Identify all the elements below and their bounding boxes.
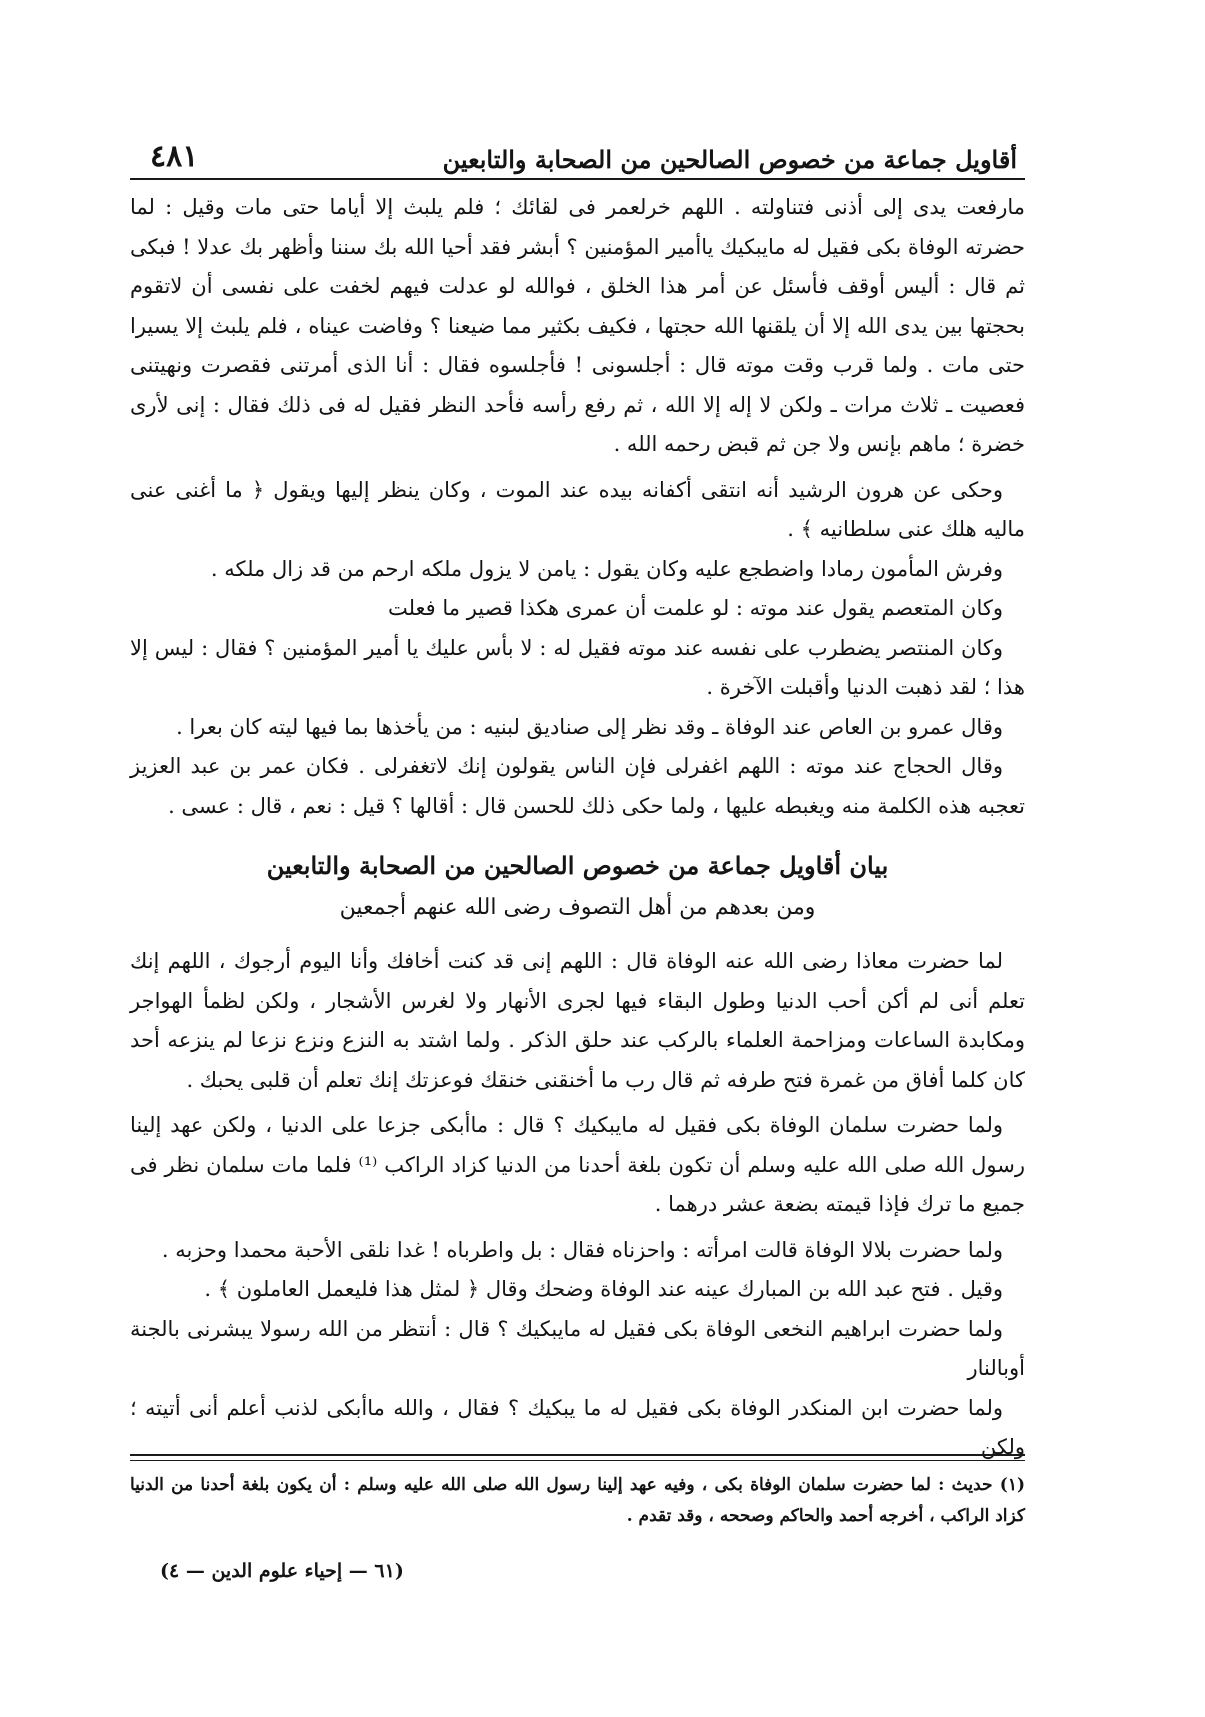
- page-header: [130, 130, 1025, 174]
- footnote: (١) حديث : لما حضرت سلمان الوفاة بكى ، وفيه عهد إلينا رسول الله صلى الله عليه وسلم : أن يكون بلغة أحدنا من الدنيا كزاد الراكب ، أخرجه أحمد والحاكم وصححه ، وقد تقدم .: [130, 1475, 1025, 1526]
- paragraph: وقال عمرو بن العاص عند الوفاة ـ وقد نظر إلى صناديق لبنيه : من يأخذها بما فيها ليته كان بعرا .: [176, 714, 1003, 739]
- book-page: [130, 120, 1025, 1680]
- header-rule: [130, 178, 1025, 180]
- paragraph: ولما حضرت سلمان الوفاة بكى فقيل له مايبكيك ؟ قال : ماأبكى جزعا على الدنيا ، ولكن عهد إلينا رسول الله صلى الله عليه وسلم أن تكون بلغة أحدنا من الدنيا كزاد الراكب ⁽¹⁾ فلما مات سلمان نظر فى جميع ما ترك فإذا قيمته بضعة عشر درهما .: [130, 1113, 1025, 1216]
- footnote-rule: [130, 1454, 1025, 1456]
- paragraph: لما حضرت معاذا رضى الله عنه الوفاة قال : اللهم إنى قد كنت أخافك وأنا اليوم أرجوك ، اللهم إنك تعلم أنى لم أكن أحب الدنيا وطول البقاء فيها لجرى الأنهار ولا لغرس الأشجار ، ولكن لظمأ الهواجر ومكابدة الساعات ومزاحمة العلماء بالركب عند حلق الذكر . ولما اشتد به النزع ونزع نزعا لم ينزعه أحد كان كلما أفاق من غمرة فتح طرفه ثم قال رب ما أخنقنى خنقك فوعزتك إنك تعلم أن قلبى يحبك .: [130, 949, 1025, 1092]
- page-number: ٤٨١: [150, 139, 199, 174]
- section-heading: بيان أقاويل جماعة من خصوص الصالحين من الصحابة والتابعين: [266, 851, 889, 880]
- signature-mark: (٦١ — إحياء علوم الدين — ٤): [160, 1560, 404, 1582]
- paragraph: ولما حضرت ابن المنكدر الوفاة بكى فقيل له ما يبكيك ؟ فقال ، والله ماأبكى لذنب أعلم أنى أتيته ؛ ولكن: [130, 1395, 1025, 1459]
- paragraph: وقال الحجاج عند موته : اللهم اغفرلى فإن الناس يقولون إنك لاتغفرلى . فكان عمر بن عبد العزيز تعجبه هذه الكلمة منه ويغبطه عليها ، ولما حكى ذلك للحسن قال : أقالها ؟ قيل : نعم ، قال : عسى .: [130, 754, 1025, 818]
- paragraph: ولما حضرت ابراهيم النخعى الوفاة بكى فقيل له مايبكيك ؟ قال : أنتظر من الله رسولا يبشرنى بالجنة أوبالنار: [130, 1316, 1025, 1380]
- main-text: [130, 188, 1025, 1468]
- paragraph: وحكى عن هرون الرشيد أنه انتقى أكفانه بيده عند الموت ، وكان ينظر إليها ويقول ﴿ ما أغنى عنى ماليه هلك عنى سلطانيه ﴾ .: [130, 477, 1025, 541]
- paragraph: ولما حضرت بلالا الوفاة قالت امرأته : واحزناه فقال : بل واطرباه ! غدا نلقى الأحبة محمدا وحزبه .: [161, 1237, 1003, 1262]
- paragraph: وكان المتعصم يقول عند موته : لو علمت أن عمرى هكذا قصير ما فعلت: [387, 596, 1003, 620]
- section-subheading: ومن بعدهم من أهل التصوف رضى الله عنهم أجمعين: [339, 895, 816, 920]
- paragraph: وفرش المأمون رمادا واضطجع عليه وكان يقول : يامن لا يزول ملكه ارحم من قد زال ملكه .: [210, 556, 1003, 581]
- footnote-rule-thin: [130, 1460, 1025, 1461]
- paragraph: وقيل . فتح عبد الله بن المبارك عينه عند الوفاة وضحك وقال ﴿ لمثل هذا فليعمل العاملون ﴾ .: [204, 1277, 1003, 1301]
- paragraph: مارفعت يدى إلى أذنى فتناولته . اللهم خرلعمر فى لقائك ؛ فلم يلبث إلا أياما حتى مات وقيل : لما حضرته الوفاة بكى فقيل له مايبكيك ياأمير المؤمنين ؟ أبشر فقد أحيا الله بك سننا وأظهر بك عدلا ! فبكى ثم قال : أليس أوقف فأسئل عن أمر هذا الخلق ، فوالله لو عدلت فيهم لخفت على نفسى أن لاتقوم بحجتها بين يدى الله إلا أن يلقنها الله حجتها ، فكيف بكثير مما ضيعنا ؟ وفاضت عيناه ، فلم يلبث إلا يسيرا حتى مات . ولما قرب وقت موته قال : أجلسونى ! فأجلسوه فقال : أنا الذى أمرتنى فقصرت ونهيتنى فعصيت ـ ثلاث مرات ـ ولكن لا إله إلا الله ، ثم رفع رأسه فأحد النظر فقيل له فى ذلك فقال : إنى لأرى خضرة ؛ ماهم بإنس ولا جن ثم قبض رحمه الله .: [130, 195, 1025, 456]
- paragraph: وكان المنتصر يضطرب على نفسه عند موته فقيل له : لا بأس عليك يا أمير المؤمنين ؟ فقال : ليس إلا هذا ؛ لقد ذهبت الدنيا وأقبلت الآخرة .: [130, 635, 1025, 699]
- running-title: أقاويل جماعة من خصوص الصالحين من الصحابة والتابعين: [442, 145, 1017, 174]
